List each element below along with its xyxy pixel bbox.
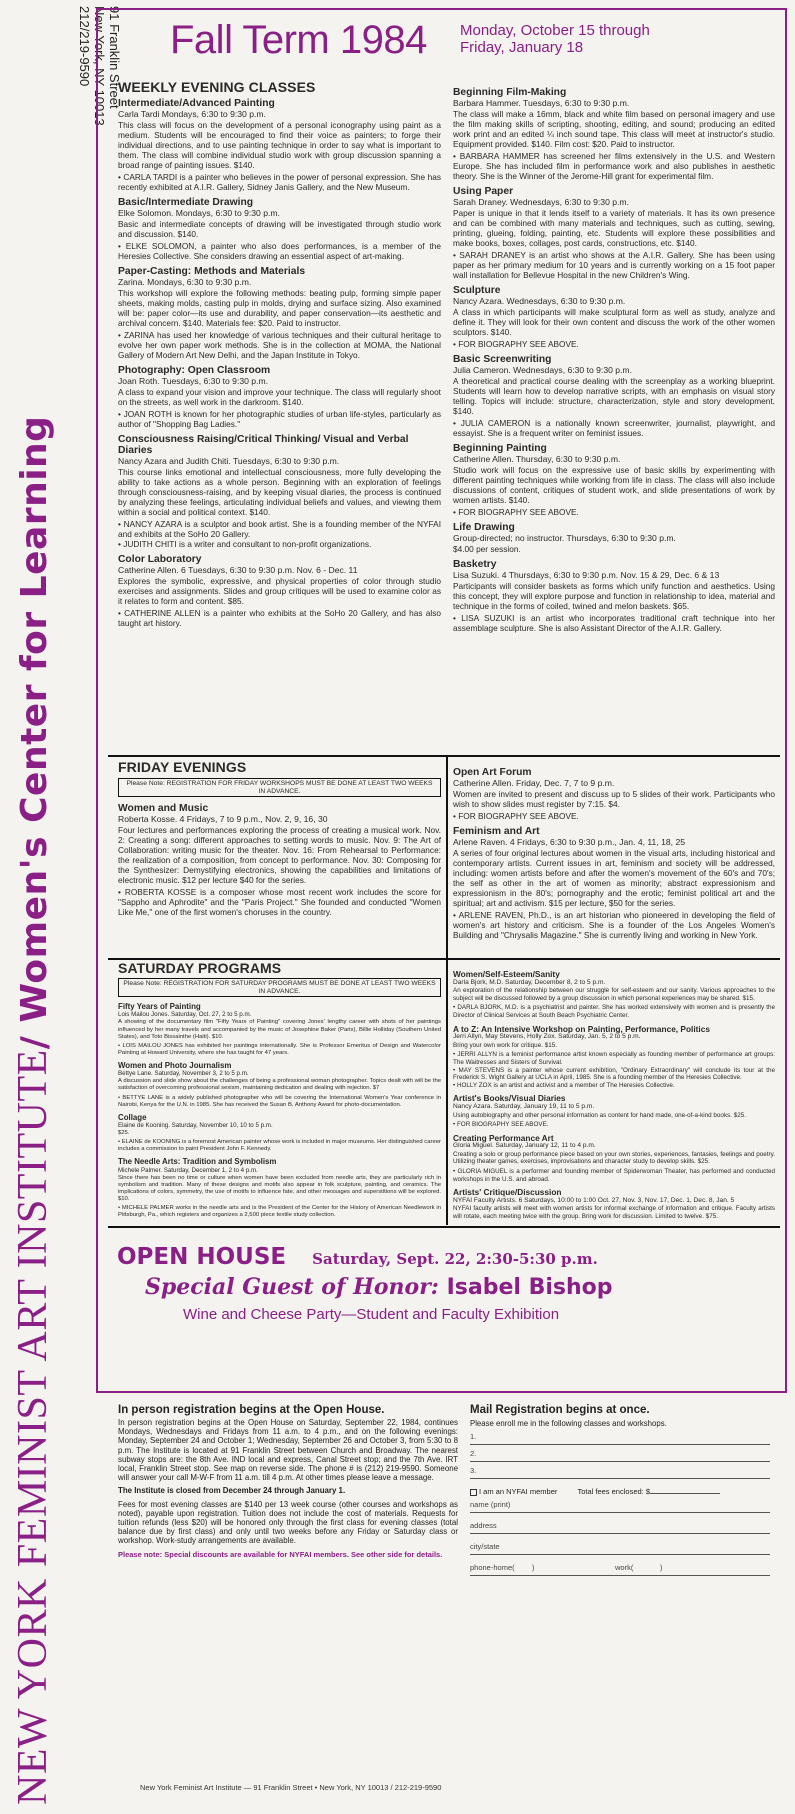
course-instructor: Darla Bjork, M.D. Saturday, December 8, 2 to 5 p.m.	[453, 978, 606, 986]
course-entry	[118, 98, 441, 192]
course-entry	[118, 1062, 441, 1109]
instructor-bio: • JOAN ROTH is known for her photographic studies of urban life-styles, particularly as author of "Shopping Bag Ladies."	[118, 409, 441, 429]
course-entry	[118, 803, 441, 917]
course-entry	[453, 186, 775, 280]
course-instructor: Bettye Lane. Saturday, November 3, 2 to 5 p.m.	[118, 1070, 249, 1078]
course-title: Collage	[118, 1112, 147, 1122]
closure-notice: The Institute is closed from December 24 through January 1.	[118, 1486, 346, 1496]
course-title: Sculpture	[453, 285, 501, 296]
vertical-title	[8, 5, 60, 1805]
course-entry	[453, 826, 775, 940]
course-instructor: Michele Palmer. Saturday, December 1, 2 to 4 p.m.	[118, 1166, 258, 1174]
course-title: Consciousness Raising/Critical Thinking/ Visual and Verbal Diaries	[118, 434, 409, 456]
course-instructor: Julia Cameron. Wednesdays, 6:30 to 9:30 p.m.	[453, 365, 632, 375]
course-description: Women are invited to present and discuss up to 5 slides of their work. Participants who wish to show slides must register by 7:15. $4.	[453, 789, 775, 809]
center-name: / Women's Center for Learning	[14, 415, 55, 1050]
address-line: 212/219-9590	[77, 6, 92, 87]
course-instructor: Elaine de Kooning. Saturday, November 10, 10 to 5 p.m.	[118, 1121, 273, 1129]
course-instructor: Jerri Allyn, May Stevens, Holly Zox. Saturday, Jan. 5, 2 to 5 p.m.	[453, 1033, 641, 1041]
course-title: Intermediate/Advanced Painting	[118, 98, 275, 109]
course-title: A to Z: An Intensive Workshop on Painting, Performance, Politics	[453, 1023, 710, 1034]
class-line-3[interactable]: 3.	[470, 1466, 770, 1479]
phone-work-label[interactable]: work(	[615, 1563, 634, 1572]
open-house-block	[117, 1244, 767, 1323]
fees-info: Fees for most evening classes are $140 per 13 week course (other courses and workshops as noted), payable upon registration. Tuition does not include the cost of materials. Requests for tuition refunds (less $20) will be honored only through the first class for evening classes (total balance due by first class) and only until two weeks before any Friday or Saturday class or workshop. Work-study arrangements are available.	[118, 1499, 458, 1546]
registration-info: In person registration begins at the Open House on Saturday, September 22, 1984, continues Mondays, Wednesdays and Fridays from 11 a.m. to 4 p.m., and on the following evenings: Monday, September 24 and October 1; Wednesday, September 26 and October 3, from 5:30 to 8 p.m. The Institute is located at 91 Franklin Street between Church and Broadway. The nearest subway stops are: the 8th Ave. IND local and express, Canal Street stop; and the 7th Ave. IRT local, Franklin Street stop. See map on reverse side. The phone # is (212) 219-9590. Someone will answer your call M-W-F from 11 a.m. till 4 p.m. At other times please leave a message.	[118, 1418, 458, 1483]
course-entry	[118, 434, 441, 549]
saturday-right-column	[453, 965, 775, 1221]
mail-heading: Mail Registration begins at once.	[470, 1404, 650, 1416]
member-row	[470, 1487, 770, 1496]
instructor-bio: • JULIA CAMERON is a nationally known screenwriter, journalist, playwright, and essayist. She is a frequent writer on feminist issues.	[453, 418, 775, 438]
course-title: Artist's Books/Visual Diaries	[453, 1093, 566, 1104]
course-instructor: Catherine Allen. 6 Tuesdays, 6:30 to 9:30 p.m. Nov. 6 - Dec. 11	[118, 565, 358, 575]
course-title: Creating Performance Art	[453, 1132, 554, 1143]
course-title: Life Drawing	[453, 522, 515, 533]
class-line-2[interactable]: 2.	[470, 1449, 770, 1462]
course-instructor: Catherine Allen. Thursday, 6:30 to 9:30 p.m.	[453, 454, 621, 464]
instructor-bio: • DARLA BJORK, M.D. is a psychiatrist and painter. She has worked extensively with women and is presently the Director of Clinical Services at South Beach Psychiatric Center.	[453, 1004, 775, 1019]
course-instructor: Gloria Miguel. Saturday, January 12, 11 to 4 p.m.	[453, 1142, 596, 1150]
party-text: Wine and Cheese Party—Student and Faculty Exhibition	[183, 1306, 560, 1323]
course-instructor: Barbara Hammer. Tuesdays, 6:30 to 9:30 p.m.	[453, 98, 630, 108]
course-description: Paper is unique in that it lends itself to a variety of materials. It has its own presence and can be combined with many materials and techniques, such as cutting, sewing, printing, glueing, folding, painting, etc. Students will explore these possibilities and make books, boxes, collages, post cards, constructions, etc. $140.	[453, 208, 775, 248]
course-title: Women and Music	[118, 803, 209, 814]
course-entry	[118, 197, 441, 261]
class-line-1[interactable]: 1.	[470, 1432, 770, 1445]
course-title: The Needle Arts: Tradition and Symbolism	[118, 1157, 277, 1167]
in-person-heading: In person registration begins at the Open House.	[118, 1404, 385, 1416]
instructor-bio: • GLORIA MIGUEL is a performer and founding member of Spiderwoman Theater, has performed and conducted workshops in the U.S. and abroad.	[453, 1168, 775, 1183]
instructor-bio: • CARLA TARDI is a painter who believes in the power of personal expression. She has recently exhibited at A.I.R. Gallery, Sidney Janis Gallery, and the New Museum.	[118, 172, 441, 192]
course-title: Color Laboratory	[118, 554, 202, 565]
open-house-date: Saturday, Sept. 22, 2:30-5:30 p.m.	[312, 1250, 598, 1268]
course-title: Women/Self-Esteem/Sanity	[453, 969, 560, 979]
course-entry	[453, 970, 775, 1020]
course-entry	[453, 1094, 775, 1128]
course-description: Explores the symbolic, expressive, and physical properties of color through studio exercises and assignments. Slides and group critiques will be used to examine color as it relates to form and content. $85.	[118, 576, 441, 606]
course-description: A showing of the documentary film "Fifty Years of Painting" covering Jones' lengthy career with shots of her paintings influenced by her many travels and accompanied by the music of Josephine Baker (Paris), Billie Holliday (Southern United States), and Toto Bissainthe (Haiti). $10.	[118, 1019, 441, 1040]
friday-right-column	[453, 762, 775, 940]
instructor-bio: • FOR BIOGRAPHY SEE ABOVE.	[453, 507, 579, 517]
friday-note: Please Note: REGISTRATION FOR FRIDAY WORKSHOPS MUST BE DONE AT LEAST TWO WEEKS IN ADVANCE.	[118, 778, 441, 797]
course-description: A series of four original lectures about women in the visual arts, including historical and contemporary artists. Current issues in art, feminism and society will be addressed, including: women artists before and after the women's movement of the 60's and 70's; the self as other in the art of women as minority; abstract expressionism and expressionism in the 80's; pornography and the erotic; feminist political art and the spiritual; art and activism. $15 per lecture, $50 for the series.	[453, 848, 775, 908]
guest-name: Isabel Bishop	[446, 1275, 613, 1300]
course-instructor: Lisa Suzuki. 4 Thursdays, 6:30 to 9:30 p.m. Nov. 15 & 29, Dec. 6 & 13	[453, 570, 720, 580]
course-description: Studio work will focus on the expressive use of basic skills by experimenting with different painting techniques while working from life in class. The class will also include discussions of content, critiques of student work, and slide presentations of work by women artists. $140.	[453, 465, 775, 505]
course-entry	[453, 87, 775, 181]
phone-home-label[interactable]: phone-home(	[470, 1563, 515, 1572]
instructor-bio: • FOR BIOGRAPHY SEE ABOVE.	[453, 1121, 549, 1129]
course-description: Bring your own work for critique. $15.	[453, 1041, 557, 1049]
mail-intro: Please enroll me in the following classes and workshops.	[470, 1419, 667, 1428]
instructor-bio: • LOIS MAILOU JONES has exhibited her paintings internationally. She is Professor Emeritus of Design and Watercolor Painting at Howard University, where she has taught for 47 years.	[118, 1042, 441, 1056]
course-description: Using autobiography and other personal information as content for hand made, one-of-a-kind books. $25.	[453, 1111, 746, 1119]
course-description: Since there has been no time or culture when women have been excluded from needle arts, they are particularly rich in symbolism and tradition. Many of these designs and motifs also appear in folk sculpture, painting, and ceramics. The implications of colors, symmetry, the use of motifs to influence fate, and other messages and superstitions will be explored. $10.	[118, 1174, 441, 1202]
sidebar	[0, 0, 122, 1814]
course-instructor: Nancy Azara. Wednesdays, 6:30 to 9:30 p.m.	[453, 296, 626, 306]
instructor-bio: • ZARINA has used her knowledge of various techniques and their cultural heritage to evolve her own paper work methods. She is in the collection at MOMA, the National Gallery of Modern Art New Delhi, and the Japan Institute in Tokyo.	[118, 330, 441, 360]
course-instructor: Arlene Raven. 4 Fridays, 6:30 to 9:30 p.m., Jan. 4, 11, 18, 25	[453, 837, 686, 847]
course-description: A discussion and slide show about the challenges of being a professional woman photographer. Topics dealt with will be the satisfaction of overcoming professional sexism, maintaining dedication and dealing with rejection. $7	[118, 1078, 441, 1092]
instructor-bio: • SARAH DRANEY is an artist who shows at the A.I.R. Gallery. She has been using paper as her primary medium for 10 years and is currently working on a 15 foot paper wall installation for Bellevue Hospital in the new Children's Wing.	[453, 250, 775, 280]
instructor-bio: • ARLENE RAVEN, Ph.D., is an art historian who pioneered in developing the field of women's art history and criticism. She is a founder of the Los Angeles Women's Building and "Chrysalis Magazine." She is currently living and working in New York.	[453, 910, 775, 940]
guest-row	[145, 1274, 767, 1300]
address-line: New York, NY 10013	[92, 6, 107, 126]
course-description: An exploration of the relationship between our struggle for self-esteem and our sanity. Various approaches to the subject will be discussed followed by a group discussion in which personal experiences may be shared. $15.	[453, 987, 775, 1002]
course-description: A theoretical and practical course dealing with the screenplay as a working blueprint. Students will learn how to develop narrative scripts, with an emphasis on visual story telling. Topics will include: structure, characterization, style and story development. $140.	[453, 376, 775, 416]
in-person-registration	[118, 1404, 458, 1563]
divider	[108, 1226, 780, 1228]
course-entry	[453, 1134, 775, 1184]
term-title: Fall Term 1984	[170, 18, 427, 62]
course-entry	[453, 1188, 775, 1220]
course-instructor: Roberta Kosse. 4 Fridays, 7 to 9 p.m., Nov. 2, 9, 16, 30	[118, 814, 328, 824]
course-instructor: Nancy Azara and Judith Chiti. Tuesdays, 6:30 to 9:30 p.m.	[118, 456, 340, 466]
course-title: Artists' Critique/Discussion	[453, 1187, 562, 1198]
course-title: Basic/Intermediate Drawing	[118, 197, 254, 208]
course-description: $25.	[118, 1130, 130, 1136]
divider	[108, 755, 780, 757]
open-house-title-row	[117, 1244, 767, 1270]
course-description: This course links emotional and intellectual consciousness, more fully developing the ability to take actions as a whole person. Beginning with an exploration of feelings through consciousness-raising, and by keeping visual diaries, the process is continued by analyzing these feelings, articulating individual beliefs and values, and viewing them within a social and political context. $140.	[118, 467, 441, 517]
course-title: Open Art Forum	[453, 767, 532, 778]
course-entry	[453, 522, 775, 554]
course-description: The class will make a 16mm, black and white film based on personal imagery and use the film making skills of scripting, shooting, editing, and sound; producing an edited work print and an edited ¼ inch sound tape. This class will meet at instructor's studio. Equipment provided. $140. Film cost: $20. Paid to instructor.	[453, 109, 775, 149]
section-heading: FRIDAY EVENINGS	[118, 759, 247, 775]
instructor-bio: • BETTYE LANE is a widely published photographer who will be covering the International Women's Year conference in Nairobi, Kenya for the U.N. in 1985. She has received the Susan B. Anthony Award for photo-documentation.	[118, 1094, 441, 1108]
weekly-left-column	[118, 79, 441, 628]
course-entry	[118, 1003, 441, 1057]
course-instructor: Zarina. Mondays, 6:30 to 9:30 p.m.	[118, 277, 252, 287]
course-description: Participants will consider baskets as forms which unify function and aesthetics. Using this concept, they will explore purpose and function in relationship to idea, material and technique in the forms of coiled, twined and melon baskets. $65.	[453, 581, 775, 611]
course-instructor: NYFAI Faculty Artists. 6 Saturdays, 10:00 to 1:00 Oct. 27, Nov. 3, Nov. 17, Dec. 1, Dec. 8, Jan. 5	[453, 1196, 735, 1204]
course-entry	[453, 354, 775, 438]
course-instructor: Lois Mailou Jones. Saturday, Oct. 27, 2 to 5 p.m.	[118, 1011, 252, 1019]
course-description: This workshop will explore the following methods: beating pulp, forming simple paper sheets, making molds, casting pulp in molds, drying and surface sizing. Also examined will be: paper color—its use and durability, and paper conservation—its aesthetic and archival concern. $140. Materials fee: $20. Paid to instructor.	[118, 288, 441, 328]
total-field[interactable]	[650, 1493, 720, 1494]
course-title: Photography: Open Classroom	[118, 365, 271, 376]
name-field[interactable]: name (print)	[470, 1500, 770, 1513]
course-title: Women and Photo Journalism	[118, 1061, 232, 1070]
course-entry	[453, 559, 775, 633]
column-divider	[446, 755, 448, 1225]
course-instructor: Carla Tardi Mondays, 6:30 to 9:30 p.m.	[118, 109, 266, 119]
course-entry	[453, 285, 775, 349]
member-checkbox[interactable]	[470, 1489, 477, 1496]
course-instructor: Joan Roth. Tuesdays, 6:30 to 9:30 p.m.	[118, 376, 269, 386]
weekly-right-column	[453, 82, 775, 633]
course-entry	[118, 1114, 441, 1154]
saturday-left-column	[118, 960, 441, 1219]
course-entry	[118, 266, 441, 360]
course-instructor: Nancy Azara. Saturday, January 19, 11 to 5 p.m.	[453, 1102, 595, 1110]
open-house-title: OPEN HOUSE	[117, 1244, 287, 1270]
section-heading: WEEKLY EVENING CLASSES	[118, 79, 316, 95]
friday-left-column	[118, 759, 441, 917]
term-dates: Monday, October 15 through Friday, January 18	[460, 22, 650, 56]
instructor-bio: • JERRI ALLYN is a feminist performance artist known especially as founding member of performance art groups: The Waitresses and Sisters of Survival. • MAY STEVENS is a painter whose current exhibition, "Ordinary Extraordinary" will conclude its tour at the Frederick S. Wight Gallery at UCLA in April, 1985. She is a founding member of the Heresies Collective. • HOLLY ZOX is an artist and activist and a member of The Heresies Collective.	[453, 1051, 775, 1089]
course-entry	[118, 365, 441, 429]
institute-name: NEW YORK FEMINIST ART INSTITUTE	[10, 1049, 56, 1805]
course-description: A class to expand your vision and improve your technique. The class will regularly shoot on the streets, as well work in the darkroom. $140.	[118, 387, 441, 407]
course-description: Creating a solo or group performance piece based on your own stories, experiences, fantasies, feelings and poetry. Utilizing theater games, exercises, improvisations and character study to develop skills. $25.	[453, 1150, 775, 1166]
course-instructor: Elke Solomon. Mondays, 6:30 to 9:30 p.m.	[118, 208, 280, 218]
course-instructor: Group-directed; no instructor. Thursdays, 6:30 to 9:30 p.m.	[453, 533, 676, 543]
course-entry	[118, 554, 441, 628]
course-description: This class will focus on the development of a personal iconography using paint as a medium. Students will be encouraged to find their voice as painters; to forge their individual directions, and to use painting technique in order to say what is important to them. The class will combine individual studio work with group discussion spanning a broad range of painting issues. $140.	[118, 120, 441, 170]
course-entry	[453, 767, 775, 821]
address-field[interactable]: address	[470, 1521, 770, 1534]
course-title: Basic Screenwriting	[453, 354, 552, 365]
course-description: Basic and intermediate concepts of drawing will be investigated through studio work and discussion. $140.	[118, 219, 441, 239]
instructor-bio: • NANCY AZARA is a sculptor and book artist. She is a founding member of the NYFAI and exhibits at the SoHo 20 Gallery. • JUDITH CHITI is a writer and consultant to non-profit organizations.	[118, 519, 441, 549]
course-title: Using Paper	[453, 186, 514, 197]
instructor-bio: • CATHERINE ALLEN is a painter who exhibits at the SoHo 20 Gallery, and has also taught art history.	[118, 608, 441, 628]
course-entry	[453, 443, 775, 517]
phone-row: phone-home( ) work( )	[470, 1563, 770, 1576]
course-description: NYFAI faculty artists will meet with women artists for informal exchange of information and critique. Faculty artists will rotate, each meeting twice with the group. Bring work for discussion. Limited to twelve. $75.	[453, 1205, 775, 1221]
instructor-bio: • BARBARA HAMMER has screened her films extensively in the U.S. and Western Europe. She has included film in performance work and also publishes in aesthetic theory. She is the Winner of the Jerome-Hill grant for experimental film.	[453, 151, 775, 181]
discount-note: Please note: Special discounts are available for NYFAI members. See other side for details.	[118, 1549, 443, 1559]
mail-registration-form	[470, 1404, 770, 1576]
footer-address: New York Feminist Art Institute — 91 Franklin Street • New York, NY 10013 / 212-219-9590	[140, 1783, 442, 1792]
section-heading: SATURDAY PROGRAMS	[118, 960, 282, 976]
course-description: A class in which participants will make sculptural form as well as study, analyze and define it. They will look for their own content and discuss the work of the other women sculptors. $140.	[453, 307, 775, 337]
instructor-bio: • MICHELE PALMER works in the needle arts and is the President of the Center for the History of American Needlework in Pittsburgh, Pa., which registers and organizes a 2,500 piece textile study collection.	[118, 1205, 441, 1219]
course-title: Feminism and Art	[453, 826, 540, 837]
course-title: Fifty Years of Painting	[118, 1002, 201, 1012]
instructor-bio: • FOR BIOGRAPHY SEE ABOVE.	[453, 811, 579, 821]
instructor-bio: • ELKE SOLOMON, a painter who also does performances, is a member of the Heresies Collective. She considers drawing an essential aspect of art-making.	[118, 241, 441, 261]
member-label: I am an NYFAI member	[479, 1487, 558, 1496]
instructor-bio: • ELAINE de KOONING is a foremost American painter whose work is included in major museums. Her distinguished career includes a commission to paint President John F. Kennedy.	[118, 1139, 441, 1153]
course-description: $4.00 per session.	[453, 544, 521, 554]
course-title: Paper-Casting: Methods and Materials	[118, 266, 306, 277]
saturday-note: Please Note: REGISTRATION FOR SATURDAY PROGRAMS MUST BE DONE AT LEAST TWO WEEKS IN ADVANCE.	[118, 978, 441, 997]
course-instructor: Catherine Allen. Friday, Dec. 7, 7 to 9 p.m.	[453, 778, 615, 788]
course-instructor: Sarah Draney. Wednesdays, 6:30 to 9:30 p.m.	[453, 197, 629, 207]
guest-label: Special Guest of Honor:	[145, 1274, 439, 1300]
instructor-bio: • FOR BIOGRAPHY SEE ABOVE.	[453, 339, 579, 349]
course-description: Four lectures and performances exploring the process of creating a musical work. Nov. 2: Creating a song: different approaches to setting words to music. Nov. 9: The Art of Collaboration: writing music for the theater. Nov. 16: From Rehearsal to Performance: the realization of a composition, from concept to performance. Nov. 30: Composing for the Synthesizer: Demystifying electronics, showing the capabilities and limitations of electronic music. $12 per lecture $40 for the series.	[118, 825, 441, 885]
course-title: Basketry	[453, 559, 497, 570]
instructor-bio: • ROBERTA KOSSE is a composer whose most recent work includes the score for "Sappho and Aphrodite" and the "Paris Project." She founded and conducted "Women Like Me," one of the first women's choruses in the country.	[118, 887, 441, 917]
course-title: Beginning Film-Making	[453, 87, 567, 98]
course-entry	[118, 1158, 441, 1219]
city-field[interactable]: city/state	[470, 1542, 770, 1555]
course-entry	[453, 1025, 775, 1090]
course-title: Beginning Painting	[453, 443, 547, 454]
address-line: 91 Franklin Street	[107, 6, 122, 109]
instructor-bio: • LISA SUZUKI is an artist who incorporates traditional craft technique into her assemblage sculpture. She is also Assistant Director of the A.I.R. Gallery.	[453, 613, 775, 633]
total-label: Total fees enclosed: $	[577, 1487, 650, 1496]
